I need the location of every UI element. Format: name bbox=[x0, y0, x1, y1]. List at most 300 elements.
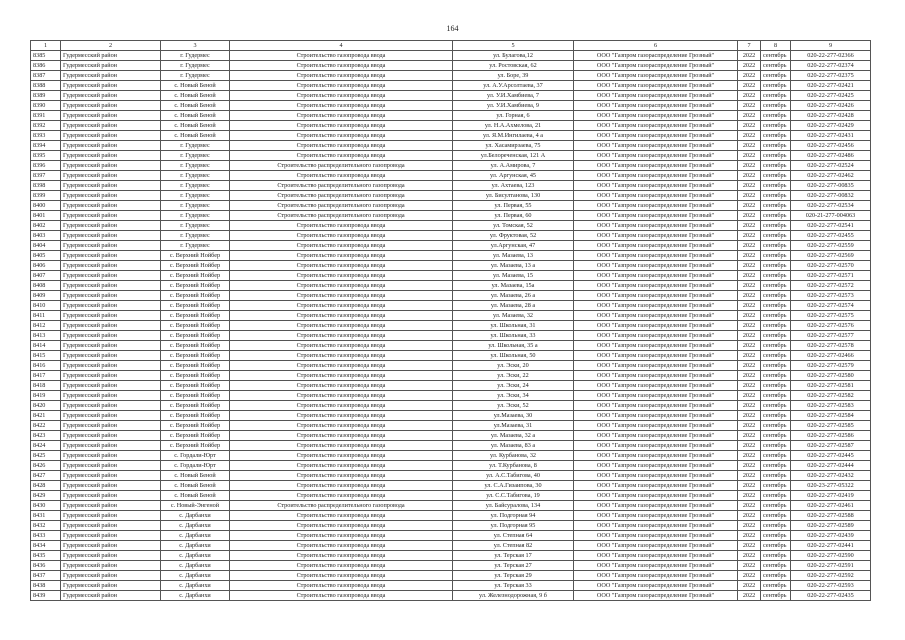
permit-number-cell: 020-22-277-00832 bbox=[791, 191, 871, 201]
address-cell: ул. Булагова,12 bbox=[453, 51, 574, 61]
locality-cell: с. Верхний Нойбер bbox=[161, 281, 230, 291]
district-cell: Гудермесский район bbox=[61, 171, 161, 181]
row-number: 8405 bbox=[31, 251, 61, 261]
permit-number-cell: 020-22-277-02541 bbox=[791, 221, 871, 231]
work-type-cell: Строительство газопровода ввода bbox=[230, 341, 453, 351]
table-row bbox=[31, 351, 871, 361]
locality-cell: с. Верхний Нойбер bbox=[161, 251, 230, 261]
table-row bbox=[31, 201, 871, 211]
month-cell: сентябрь bbox=[761, 491, 791, 501]
table-row bbox=[31, 71, 871, 81]
permit-number-cell: 020-22-277-02445 bbox=[791, 451, 871, 461]
row-number: 8388 bbox=[31, 81, 61, 91]
work-type-cell: Строительство газопровода ввода bbox=[230, 431, 453, 441]
year-cell: 2022 bbox=[738, 371, 761, 381]
year-cell: 2022 bbox=[738, 111, 761, 121]
work-type-cell: Строительство газопровода ввода bbox=[230, 491, 453, 501]
month-cell: сентябрь bbox=[761, 481, 791, 491]
district-cell: Гудермесский район bbox=[61, 181, 161, 191]
year-cell: 2022 bbox=[738, 181, 761, 191]
year-cell: 2022 bbox=[738, 161, 761, 171]
district-cell: Гудермесский район bbox=[61, 241, 161, 251]
year-cell: 2022 bbox=[738, 341, 761, 351]
permit-number-cell: 020-22-277-02428 bbox=[791, 111, 871, 121]
work-type-cell: Строительство газопровода ввода bbox=[230, 451, 453, 461]
table-row bbox=[31, 281, 871, 291]
permit-number-cell: 020-22-277-02426 bbox=[791, 101, 871, 111]
month-cell: сентябрь bbox=[761, 151, 791, 161]
month-cell: сентябрь bbox=[761, 561, 791, 571]
permit-number-cell: 020-22-277-02583 bbox=[791, 401, 871, 411]
address-cell: ул. А.У.Арсолтаева, 37 bbox=[453, 81, 574, 91]
locality-cell: с. Новый Беной bbox=[161, 131, 230, 141]
locality-cell: с. Верхний Нойбер bbox=[161, 341, 230, 351]
organization-cell: ООО "Газпром газораспределение Грозный" bbox=[574, 71, 738, 81]
permit-number-cell: 020-22-277-02366 bbox=[791, 51, 871, 61]
locality-cell: с. Новый Беной bbox=[161, 81, 230, 91]
row-number: 8407 bbox=[31, 271, 61, 281]
organization-cell: ООО "Газпром газораспределение Грозный" bbox=[574, 561, 738, 571]
month-cell: сентябрь bbox=[761, 91, 791, 101]
month-cell: сентябрь bbox=[761, 411, 791, 421]
organization-cell: ООО "Газпром газораспределение Грозный" bbox=[574, 591, 738, 601]
column-header: 6 bbox=[574, 41, 738, 51]
address-cell: ул. Томская, 52 bbox=[453, 221, 574, 231]
row-number: 8414 bbox=[31, 341, 61, 351]
year-cell: 2022 bbox=[738, 141, 761, 151]
table-row bbox=[31, 471, 871, 481]
month-cell: сентябрь bbox=[761, 531, 791, 541]
month-cell: сентябрь bbox=[761, 511, 791, 521]
year-cell: 2022 bbox=[738, 481, 761, 491]
work-type-cell: Строительство газопровода ввода bbox=[230, 511, 453, 521]
month-cell: сентябрь bbox=[761, 521, 791, 531]
work-type-cell: Строительство газопровода ввода bbox=[230, 581, 453, 591]
row-number: 8429 bbox=[31, 491, 61, 501]
locality-cell: с. Новый-Энгеной bbox=[161, 501, 230, 511]
year-cell: 2022 bbox=[738, 91, 761, 101]
row-number: 8433 bbox=[31, 531, 61, 541]
table-row bbox=[31, 341, 871, 351]
table-row bbox=[31, 411, 871, 421]
month-cell: сентябрь bbox=[761, 421, 791, 431]
year-cell: 2022 bbox=[738, 431, 761, 441]
permit-number-cell: 020-22-277-02577 bbox=[791, 331, 871, 341]
table-row bbox=[31, 481, 871, 491]
permit-number-cell: 020-22-277-02580 bbox=[791, 371, 871, 381]
district-cell: Гудермесский район bbox=[61, 591, 161, 601]
column-header: 8 bbox=[761, 41, 791, 51]
organization-cell: ООО "Газпром газораспределение Грозный" bbox=[574, 541, 738, 551]
permit-number-cell: 020-23-277-05322 bbox=[791, 481, 871, 491]
month-cell: сентябрь bbox=[761, 401, 791, 411]
district-cell: Гудермесский район bbox=[61, 91, 161, 101]
district-cell: Гудермесский район bbox=[61, 231, 161, 241]
row-number: 8397 bbox=[31, 171, 61, 181]
address-cell: ул. Мазаева, 13 bbox=[453, 251, 574, 261]
permit-number-cell: 020-22-277-02421 bbox=[791, 81, 871, 91]
locality-cell: с. Дарбанхи bbox=[161, 591, 230, 601]
locality-cell: с. Верхний Нойбер bbox=[161, 321, 230, 331]
table-row bbox=[31, 241, 871, 251]
address-cell: ул. Ахтаева, 123 bbox=[453, 181, 574, 191]
locality-cell: с. Новый Беной bbox=[161, 481, 230, 491]
address-cell: ул. Фруктовая, 52 bbox=[453, 231, 574, 241]
month-cell: сентябрь bbox=[761, 541, 791, 551]
month-cell: сентябрь bbox=[761, 381, 791, 391]
organization-cell: ООО "Газпром газораспределение Грозный" bbox=[574, 221, 738, 231]
locality-cell: с. Верхний Нойбер bbox=[161, 391, 230, 401]
month-cell: сентябрь bbox=[761, 571, 791, 581]
organization-cell: ООО "Газпром газораспределение Грозный" bbox=[574, 301, 738, 311]
organization-cell: ООО "Газпром газораспределение Грозный" bbox=[574, 401, 738, 411]
row-number: 8386 bbox=[31, 61, 61, 71]
column-header: 1 bbox=[31, 41, 61, 51]
permit-number-cell: 020-22-277-02570 bbox=[791, 261, 871, 271]
month-cell: сентябрь bbox=[761, 181, 791, 191]
locality-cell: г. Гудермес bbox=[161, 161, 230, 171]
district-cell: Гудермесский район bbox=[61, 581, 161, 591]
table-row bbox=[31, 231, 871, 241]
locality-cell: с. Верхний Нойбер bbox=[161, 401, 230, 411]
work-type-cell: Строительство газопровода ввода bbox=[230, 421, 453, 431]
district-cell: Гудермесский район bbox=[61, 191, 161, 201]
district-cell: Гудермесский район bbox=[61, 491, 161, 501]
address-cell: ул. Школьная, 35 а bbox=[453, 341, 574, 351]
row-number: 8413 bbox=[31, 331, 61, 341]
month-cell: сентябрь bbox=[761, 261, 791, 271]
address-cell: ул. Эски, 52 bbox=[453, 401, 574, 411]
registry-table bbox=[30, 40, 871, 601]
month-cell: сентябрь bbox=[761, 171, 791, 181]
permit-number-cell: 020-22-277-02431 bbox=[791, 131, 871, 141]
year-cell: 2022 bbox=[738, 241, 761, 251]
month-cell: сентябрь bbox=[761, 311, 791, 321]
work-type-cell: Строительство газопровода ввода bbox=[230, 571, 453, 581]
locality-cell: с. Гордали-Юрт bbox=[161, 451, 230, 461]
table-row bbox=[31, 211, 871, 221]
row-number: 8436 bbox=[31, 561, 61, 571]
organization-cell: ООО "Газпром газораспределение Грозный" bbox=[574, 391, 738, 401]
district-cell: Гудермесский район bbox=[61, 311, 161, 321]
organization-cell: ООО "Газпром газораспределение Грозный" bbox=[574, 61, 738, 71]
work-type-cell: Строительство газопровода ввода bbox=[230, 221, 453, 231]
locality-cell: с. Верхний Нойбер bbox=[161, 361, 230, 371]
address-cell: ул. Школьная, 50 bbox=[453, 351, 574, 361]
row-number: 8385 bbox=[31, 51, 61, 61]
year-cell: 2022 bbox=[738, 281, 761, 291]
address-cell: ул. Школьная, 31 bbox=[453, 321, 574, 331]
year-cell: 2022 bbox=[738, 221, 761, 231]
permit-number-cell: 020-22-277-02590 bbox=[791, 551, 871, 561]
year-cell: 2022 bbox=[738, 581, 761, 591]
locality-cell: с. Верхний Нойбер bbox=[161, 271, 230, 281]
table-row bbox=[31, 591, 871, 601]
work-type-cell: Строительство газопровода ввода bbox=[230, 281, 453, 291]
address-cell: ул. Мазаева, 13 а bbox=[453, 261, 574, 271]
work-type-cell: Строительство газопровода ввода bbox=[230, 251, 453, 261]
organization-cell: ООО "Газпром газораспределение Грозный" bbox=[574, 261, 738, 271]
permit-number-cell: 020-22-277-02585 bbox=[791, 421, 871, 431]
table-row bbox=[31, 101, 871, 111]
row-number: 8392 bbox=[31, 121, 61, 131]
row-number: 8423 bbox=[31, 431, 61, 441]
locality-cell: с. Верхний Нойбер bbox=[161, 301, 230, 311]
district-cell: Гудермесский район bbox=[61, 441, 161, 451]
work-type-cell: Строительство газопровода ввода bbox=[230, 151, 453, 161]
address-cell: ул.Аргунская, 47 bbox=[453, 241, 574, 251]
year-cell: 2022 bbox=[738, 411, 761, 421]
row-number: 8387 bbox=[31, 71, 61, 81]
organization-cell: ООО "Газпром газораспределение Грозный" bbox=[574, 441, 738, 451]
year-cell: 2022 bbox=[738, 101, 761, 111]
row-number: 8416 bbox=[31, 361, 61, 371]
permit-number-cell: 020-22-277-02588 bbox=[791, 511, 871, 521]
month-cell: сентябрь bbox=[761, 471, 791, 481]
organization-cell: ООО "Газпром газораспределение Грозный" bbox=[574, 461, 738, 471]
organization-cell: ООО "Газпром газораспределение Грозный" bbox=[574, 181, 738, 191]
work-type-cell: Строительство газопровода ввода bbox=[230, 411, 453, 421]
district-cell: Гудермесский район bbox=[61, 381, 161, 391]
work-type-cell: Строительство газопровода ввода bbox=[230, 261, 453, 271]
table-row bbox=[31, 151, 871, 161]
year-cell: 2022 bbox=[738, 351, 761, 361]
address-cell: ул.Мазаева, 31 bbox=[453, 421, 574, 431]
organization-cell: ООО "Газпром газораспределение Грозный" bbox=[574, 481, 738, 491]
permit-number-cell: 020-22-277-02569 bbox=[791, 251, 871, 261]
year-cell: 2022 bbox=[738, 451, 761, 461]
row-number: 8418 bbox=[31, 381, 61, 391]
work-type-cell: Строительство газопровода ввода bbox=[230, 131, 453, 141]
table-row bbox=[31, 551, 871, 561]
district-cell: Гудермесский район bbox=[61, 281, 161, 291]
organization-cell: ООО "Газпром газораспределение Грозный" bbox=[574, 471, 738, 481]
work-type-cell: Строительство газопровода ввода bbox=[230, 61, 453, 71]
district-cell: Гудермесский район bbox=[61, 131, 161, 141]
row-number: 8437 bbox=[31, 571, 61, 581]
work-type-cell: Строительство распределительного газопровода bbox=[230, 191, 453, 201]
year-cell: 2022 bbox=[738, 381, 761, 391]
work-type-cell: Строительство газопровода ввода bbox=[230, 291, 453, 301]
address-cell: ул. Школьная, 33 bbox=[453, 331, 574, 341]
organization-cell: ООО "Газпром газораспределение Грозный" bbox=[574, 171, 738, 181]
organization-cell: ООО "Газпром газораспределение Грозный" bbox=[574, 151, 738, 161]
month-cell: сентябрь bbox=[761, 221, 791, 231]
district-cell: Гудермесский район bbox=[61, 251, 161, 261]
table-row bbox=[31, 531, 871, 541]
address-cell: ул. А.С.Табигова, 40 bbox=[453, 471, 574, 481]
address-cell: ул. Эски, 22 bbox=[453, 371, 574, 381]
month-cell: сентябрь bbox=[761, 431, 791, 441]
month-cell: сентябрь bbox=[761, 501, 791, 511]
locality-cell: г. Гудермес bbox=[161, 231, 230, 241]
organization-cell: ООО "Газпром газораспределение Грозный" bbox=[574, 231, 738, 241]
district-cell: Гудермесский район bbox=[61, 151, 161, 161]
table-row bbox=[31, 581, 871, 591]
row-number: 8427 bbox=[31, 471, 61, 481]
year-cell: 2022 bbox=[738, 271, 761, 281]
row-number: 8419 bbox=[31, 391, 61, 401]
month-cell: сентябрь bbox=[761, 111, 791, 121]
locality-cell: с. Дарбанхи bbox=[161, 531, 230, 541]
row-number: 8396 bbox=[31, 161, 61, 171]
district-cell: Гудермесский район bbox=[61, 531, 161, 541]
permit-number-cell: 020-22-277-02461 bbox=[791, 501, 871, 511]
address-cell: ул. Байсуралова, 134 bbox=[453, 501, 574, 511]
permit-number-cell: 020-22-277-02589 bbox=[791, 521, 871, 531]
organization-cell: ООО "Газпром газораспределение Грозный" bbox=[574, 351, 738, 361]
address-cell: ул. С.С.Табигова, 19 bbox=[453, 491, 574, 501]
work-type-cell: Строительство газопровода ввода bbox=[230, 381, 453, 391]
page-number: 164 bbox=[446, 24, 459, 33]
organization-cell: ООО "Газпром газораспределение Грозный" bbox=[574, 211, 738, 221]
permit-number-cell: 020-22-277-02534 bbox=[791, 201, 871, 211]
permit-number-cell: 020-22-277-02374 bbox=[791, 61, 871, 71]
month-cell: сентябрь bbox=[761, 341, 791, 351]
district-cell: Гудермесский район bbox=[61, 51, 161, 61]
organization-cell: ООО "Газпром газораспределение Грозный" bbox=[574, 331, 738, 341]
column-header: 5 bbox=[453, 41, 574, 51]
district-cell: Гудермесский район bbox=[61, 341, 161, 351]
table-row bbox=[31, 571, 871, 581]
year-cell: 2022 bbox=[738, 471, 761, 481]
row-number: 8408 bbox=[31, 281, 61, 291]
month-cell: сентябрь bbox=[761, 141, 791, 151]
table-row bbox=[31, 161, 871, 171]
table-row bbox=[31, 521, 871, 531]
locality-cell: с. Верхний Нойбер bbox=[161, 381, 230, 391]
locality-cell: с. Верхний Нойбер bbox=[161, 351, 230, 361]
column-header: 2 bbox=[61, 41, 161, 51]
month-cell: сентябрь bbox=[761, 301, 791, 311]
organization-cell: ООО "Газпром газораспределение Грозный" bbox=[574, 361, 738, 371]
address-cell: ул. Степная 82 bbox=[453, 541, 574, 551]
permit-number-cell: 020-22-277-02455 bbox=[791, 231, 871, 241]
locality-cell: г. Гудермес bbox=[161, 171, 230, 181]
permit-number-cell: 020-22-277-02435 bbox=[791, 591, 871, 601]
permit-number-cell: 020-22-277-02586 bbox=[791, 431, 871, 441]
table-row bbox=[31, 261, 871, 271]
year-cell: 2022 bbox=[738, 131, 761, 141]
organization-cell: ООО "Газпром газораспределение Грозный" bbox=[574, 551, 738, 561]
month-cell: сентябрь bbox=[761, 461, 791, 471]
district-cell: Гудермесский район bbox=[61, 101, 161, 111]
row-number: 8394 bbox=[31, 141, 61, 151]
organization-cell: ООО "Газпром газораспределение Грозный" bbox=[574, 141, 738, 151]
district-cell: Гудермесский район bbox=[61, 111, 161, 121]
address-cell: ул. Мазаева, 15 bbox=[453, 271, 574, 281]
work-type-cell: Строительство газопровода ввода bbox=[230, 311, 453, 321]
row-number: 8422 bbox=[31, 421, 61, 431]
district-cell: Гудермесский район bbox=[61, 81, 161, 91]
organization-cell: ООО "Газпром газораспределение Грозный" bbox=[574, 101, 738, 111]
address-cell: ул. Терская 29 bbox=[453, 571, 574, 581]
table-row bbox=[31, 451, 871, 461]
organization-cell: ООО "Газпром газораспределение Грозный" bbox=[574, 241, 738, 251]
organization-cell: ООО "Газпром газораспределение Грозный" bbox=[574, 191, 738, 201]
district-cell: Гудермесский район bbox=[61, 261, 161, 271]
address-cell: ул. Мазаева, 15а bbox=[453, 281, 574, 291]
work-type-cell: Строительство газопровода ввода bbox=[230, 51, 453, 61]
address-cell: ул. У.И.Хамбиева, 9 bbox=[453, 101, 574, 111]
table-row bbox=[31, 331, 871, 341]
district-cell: Гудермесский район bbox=[61, 501, 161, 511]
work-type-cell: Строительство газопровода ввода bbox=[230, 481, 453, 491]
permit-number-cell: 020-22-277-02575 bbox=[791, 311, 871, 321]
permit-number-cell: 020-22-277-02584 bbox=[791, 411, 871, 421]
month-cell: сентябрь bbox=[761, 81, 791, 91]
locality-cell: с. Верхний Нойбер bbox=[161, 431, 230, 441]
address-cell: ул. Мазаева, 32 а bbox=[453, 431, 574, 441]
work-type-cell: Строительство газопровода ввода bbox=[230, 81, 453, 91]
district-cell: Гудермесский район bbox=[61, 221, 161, 231]
permit-number-cell: 020-22-277-02582 bbox=[791, 391, 871, 401]
district-cell: Гудермесский район bbox=[61, 481, 161, 491]
organization-cell: ООО "Газпром газораспределение Грозный" bbox=[574, 111, 738, 121]
district-cell: Гудермесский район bbox=[61, 161, 161, 171]
address-cell: ул. Курбанова, 32 bbox=[453, 451, 574, 461]
table-row bbox=[31, 401, 871, 411]
permit-number-cell: 020-22-277-02432 bbox=[791, 471, 871, 481]
work-type-cell: Строительство газопровода ввода bbox=[230, 91, 453, 101]
row-number: 8439 bbox=[31, 591, 61, 601]
work-type-cell: Строительство газопровода ввода bbox=[230, 441, 453, 451]
table-row bbox=[31, 91, 871, 101]
year-cell: 2022 bbox=[738, 151, 761, 161]
organization-cell: ООО "Газпром газораспределение Грозный" bbox=[574, 371, 738, 381]
locality-cell: г. Гудермес bbox=[161, 201, 230, 211]
row-number: 8393 bbox=[31, 131, 61, 141]
district-cell: Гудермесский район bbox=[61, 561, 161, 571]
year-cell: 2022 bbox=[738, 301, 761, 311]
table-row bbox=[31, 441, 871, 451]
district-cell: Гудермесский район bbox=[61, 451, 161, 461]
locality-cell: г. Гудермес bbox=[161, 151, 230, 161]
permit-number-cell: 020-22-277-02571 bbox=[791, 271, 871, 281]
organization-cell: ООО "Газпром газораспределение Грозный" bbox=[574, 431, 738, 441]
district-cell: Гудермесский район bbox=[61, 511, 161, 521]
locality-cell: с. Верхний Нойбер bbox=[161, 371, 230, 381]
district-cell: Гудермесский район bbox=[61, 61, 161, 71]
organization-cell: ООО "Газпром газораспределение Грозный" bbox=[574, 121, 738, 131]
permit-number-cell: 020-22-277-02375 bbox=[791, 71, 871, 81]
work-type-cell: Строительство газопровода ввода bbox=[230, 391, 453, 401]
month-cell: сентябрь bbox=[761, 201, 791, 211]
district-cell: Гудермесский район bbox=[61, 301, 161, 311]
address-cell: ул. Н.А.Ахмелова, 21 bbox=[453, 121, 574, 131]
year-cell: 2022 bbox=[738, 401, 761, 411]
address-cell: ул.Мазаева, 30 bbox=[453, 411, 574, 421]
row-number: 8410 bbox=[31, 301, 61, 311]
year-cell: 2022 bbox=[738, 211, 761, 221]
year-cell: 2022 bbox=[738, 561, 761, 571]
locality-cell: г. Гудермес bbox=[161, 211, 230, 221]
permit-number-cell: 020-22-277-02578 bbox=[791, 341, 871, 351]
row-number: 8411 bbox=[31, 311, 61, 321]
organization-cell: ООО "Газпром газораспределение Грозный" bbox=[574, 581, 738, 591]
locality-cell: с. Гордали-Юрт bbox=[161, 461, 230, 471]
table-row bbox=[31, 251, 871, 261]
organization-cell: ООО "Газпром газораспределение Грозный" bbox=[574, 311, 738, 321]
permit-number-cell: 020-22-277-02573 bbox=[791, 291, 871, 301]
month-cell: сентябрь bbox=[761, 231, 791, 241]
table-row bbox=[31, 511, 871, 521]
table-row bbox=[31, 221, 871, 231]
locality-cell: с. Верхний Нойбер bbox=[161, 311, 230, 321]
district-cell: Гудермесский район bbox=[61, 461, 161, 471]
district-cell: Гудермесский район bbox=[61, 321, 161, 331]
table-row bbox=[31, 391, 871, 401]
